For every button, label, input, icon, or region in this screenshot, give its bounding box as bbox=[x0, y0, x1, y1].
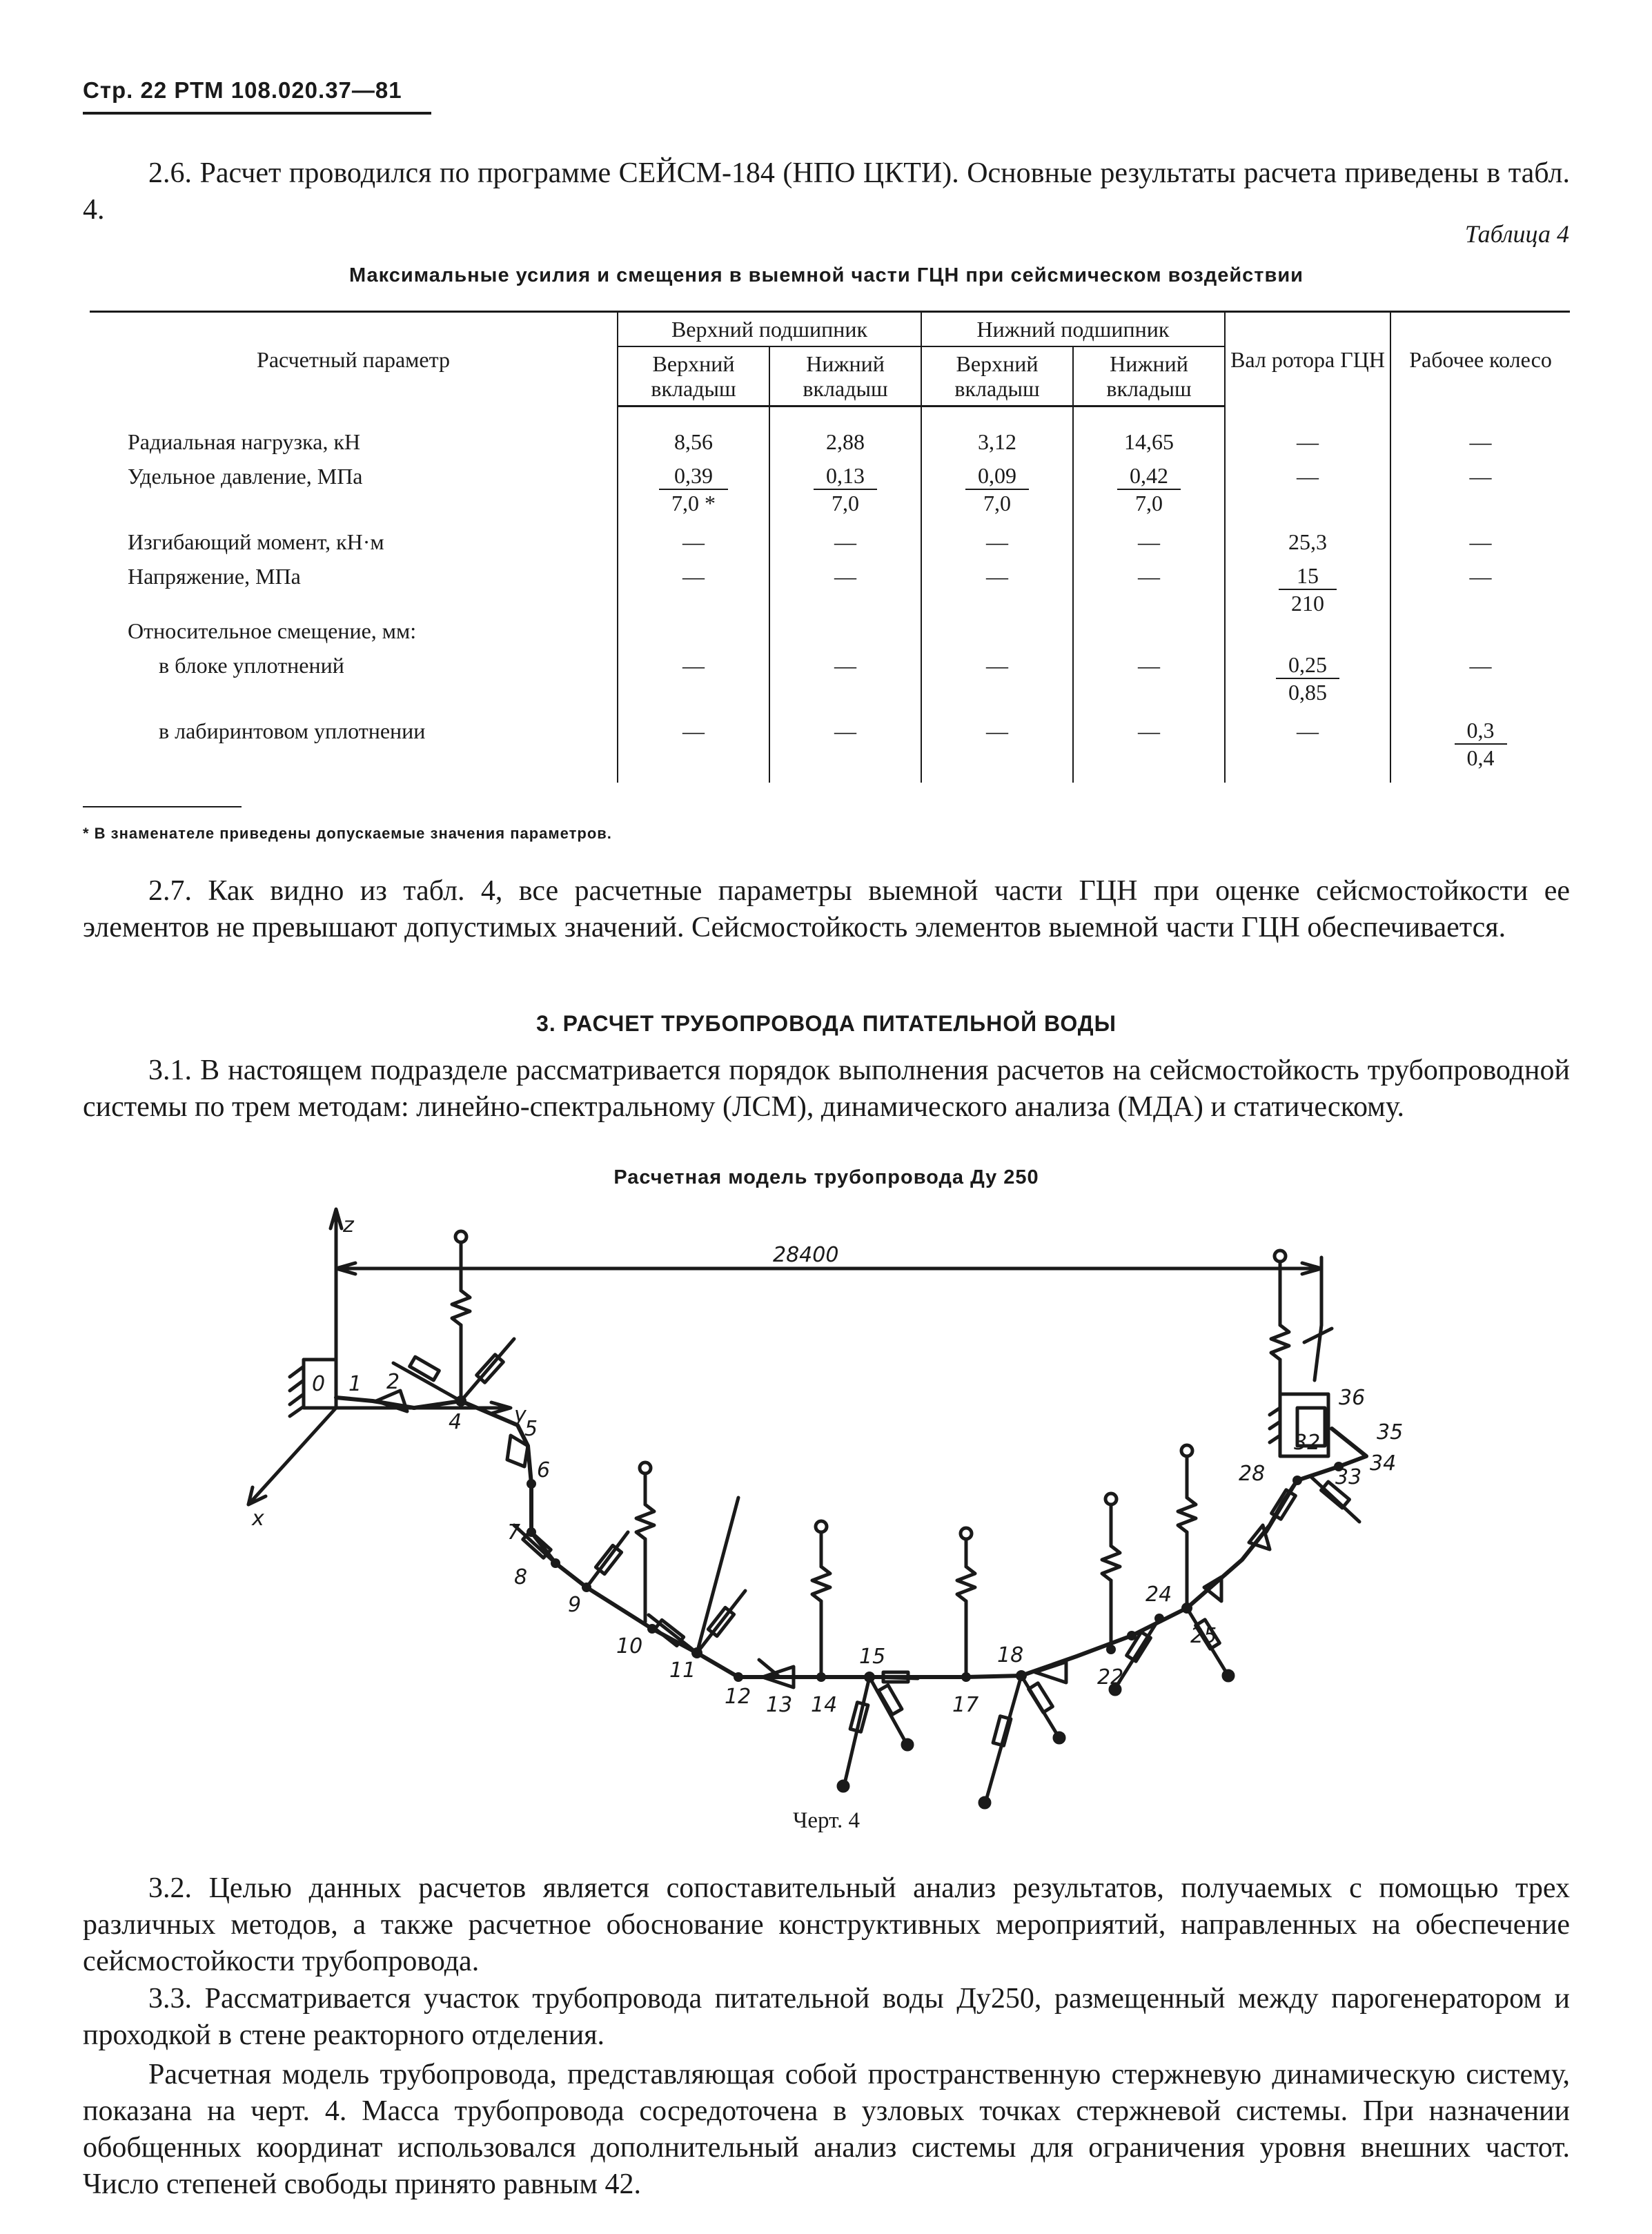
cell: — bbox=[1073, 717, 1225, 783]
svg-text:6: 6 bbox=[537, 1458, 551, 1482]
row-name: Относительное смещение, мм: bbox=[128, 618, 417, 643]
paragraph-3-2: 3.2. Целью данных расчетов является сопоставительный анализ результатов, получаемых с помощью трех различных методов, а также расчетное обоснование конструктивных мероприятий, направленных на обеспечение сейсмостойкости трубопровода. bbox=[83, 1872, 1570, 1977]
svg-text:35: 35 bbox=[1377, 1420, 1404, 1444]
results-table bbox=[90, 311, 1570, 783]
cell: 8,56 bbox=[618, 428, 769, 462]
cell: — bbox=[1073, 651, 1225, 717]
page-header: Стр. 22 РТМ 108.020.37—81 bbox=[83, 77, 402, 103]
paragraph-3-4: Расчетная модель трубопровода, представляющая собой пространственную стержневую динамическую систему, показана на черт. 4. Масса трубопровода сосредоточена в узловых точках стержневой системы. При назначении обобщенных координат использовался дополнительный анализ системы для ограничения уровня внешних частот. Число степеней свободы принято равным 42. bbox=[83, 2059, 1570, 2200]
paragraph-2-7: 2.7. Как видно из табл. 4, все расчетные параметры выемной части ГЦН при оценке сейсмостойкости ее элементов не превышают допустимых значений. Сейсмостойкость элементов выемной части ГЦН обеспечивается. bbox=[83, 875, 1570, 943]
cell: — bbox=[1390, 562, 1570, 617]
table-row bbox=[90, 528, 1570, 562]
header-upper-lower-liner: Нижний вкладыш bbox=[769, 346, 921, 406]
cell: — bbox=[769, 528, 921, 562]
svg-text:18: 18 bbox=[997, 1643, 1024, 1667]
table-row bbox=[90, 717, 1570, 783]
svg-text:15: 15 bbox=[859, 1645, 886, 1669]
row-name: Удельное давление, МПа bbox=[128, 464, 363, 489]
axis-x-label: x bbox=[252, 1507, 264, 1531]
svg-text:24: 24 bbox=[1145, 1583, 1172, 1607]
cell: 3,12 bbox=[921, 428, 1073, 462]
svg-text:17: 17 bbox=[952, 1693, 979, 1717]
cell: — bbox=[921, 562, 1073, 617]
header-upper-upper-liner: Верхний вкладыш bbox=[618, 346, 769, 406]
table-row bbox=[90, 462, 1570, 528]
cell: — bbox=[618, 528, 769, 562]
cell: — bbox=[1390, 528, 1570, 562]
footnote: * В знаменателе приведены допускаемые значения параметров. bbox=[83, 825, 612, 842]
svg-text:4: 4 bbox=[449, 1410, 462, 1434]
svg-text:2: 2 bbox=[386, 1370, 400, 1394]
section-title: 3. РАСЧЕТ ТРУБОПРОВОДА ПИТАТЕЛЬНОЙ ВОДЫ bbox=[536, 1011, 1117, 1036]
cell: — bbox=[1390, 428, 1570, 462]
table-row bbox=[90, 651, 1570, 717]
svg-text:34: 34 bbox=[1370, 1451, 1397, 1476]
axis-z-label: z bbox=[343, 1213, 354, 1237]
cell: 25,3 bbox=[1225, 528, 1390, 562]
header-rule bbox=[83, 112, 431, 115]
cell: — bbox=[1073, 562, 1225, 617]
cell: — bbox=[618, 717, 769, 783]
svg-text:10: 10 bbox=[616, 1634, 643, 1658]
svg-text:0: 0 bbox=[312, 1372, 326, 1396]
svg-text:11: 11 bbox=[669, 1658, 696, 1683]
svg-text:7: 7 bbox=[507, 1520, 521, 1545]
cell: — bbox=[769, 651, 921, 717]
svg-text:33: 33 bbox=[1335, 1465, 1362, 1489]
cell: — bbox=[1390, 462, 1570, 528]
pipeline-model-drawing bbox=[0, 1201, 1652, 1815]
table-row bbox=[90, 562, 1570, 617]
fraction: $\frac{0,25}{0,85}$ bbox=[1276, 651, 1339, 705]
cell: — bbox=[618, 651, 769, 717]
cell: — bbox=[921, 528, 1073, 562]
cell: — bbox=[1390, 651, 1570, 717]
fraction: $\frac{15}{210}$ bbox=[1279, 562, 1337, 616]
figure-label: Черт. 4 bbox=[792, 1808, 861, 1833]
cell: — bbox=[769, 562, 921, 617]
cell: — bbox=[1225, 717, 1390, 783]
svg-text:9: 9 bbox=[568, 1593, 582, 1617]
fraction: $\frac{0,13}{7,0}$ bbox=[814, 462, 877, 516]
paragraph-2-6: 2.6. Расчет проводился по программе СЕЙСМ-184 (НПО ЦКТИ). Основные результаты расчета приведены в табл. 4. bbox=[83, 157, 1570, 226]
cell: — bbox=[1225, 462, 1390, 528]
table-row bbox=[90, 428, 1570, 462]
cell: 14,65 bbox=[1073, 428, 1225, 462]
cell: — bbox=[921, 717, 1073, 783]
svg-text:13: 13 bbox=[766, 1693, 793, 1717]
row-name: в блоке уплотнений bbox=[159, 653, 344, 678]
axis-y-label: y bbox=[514, 1403, 527, 1427]
cell: — bbox=[1073, 528, 1225, 562]
cell: — bbox=[769, 717, 921, 783]
row-name: Радиальная нагрузка, кН bbox=[128, 429, 361, 454]
cell: — bbox=[1225, 428, 1390, 462]
cell: 2,88 bbox=[769, 428, 921, 462]
header-wheel: Рабочее колесо bbox=[1390, 312, 1570, 406]
dimension-label: 28400 bbox=[773, 1243, 839, 1267]
svg-text:22: 22 bbox=[1097, 1665, 1124, 1689]
fraction: $\frac{0,39}{7,0 *}$ bbox=[659, 462, 728, 516]
footnote-rule bbox=[83, 806, 242, 807]
svg-text:5: 5 bbox=[524, 1417, 538, 1441]
header-upper-bearing: Верхний подшипник bbox=[618, 312, 921, 347]
svg-text:32: 32 bbox=[1294, 1431, 1321, 1455]
fraction: $\frac{0,09}{7,0}$ bbox=[965, 462, 1029, 516]
row-name: Изгибающий момент, кН·м bbox=[128, 529, 384, 554]
header-lower-lower-liner: Нижний вкладыш bbox=[1073, 346, 1225, 406]
table-row bbox=[90, 617, 1570, 651]
cell: — bbox=[618, 562, 769, 617]
header-lower-bearing: Нижний подшипник bbox=[921, 312, 1225, 347]
svg-text:25: 25 bbox=[1190, 1624, 1217, 1648]
svg-text:1: 1 bbox=[348, 1372, 362, 1396]
fraction: $\frac{0,3}{0,4}$ bbox=[1455, 717, 1507, 771]
paragraph-3-1: 3.1. В настоящем подразделе рассматривается порядок выполнения расчетов на сейсмостойкость трубопроводной системы по трем методам: линейно-спектральному (ЛСМ), динамического анализа (МДА) и статическому. bbox=[83, 1055, 1570, 1123]
row-name: в лабиринтовом уплотнении bbox=[159, 718, 426, 743]
svg-text:14: 14 bbox=[811, 1693, 838, 1717]
svg-text:36: 36 bbox=[1339, 1386, 1366, 1410]
figure-caption: Расчетная модель трубопровода Ду 250 bbox=[613, 1166, 1039, 1188]
svg-text:8: 8 bbox=[514, 1565, 528, 1589]
row-name: Напряжение, МПа bbox=[128, 564, 301, 589]
fraction: $\frac{0,42}{7,0}$ bbox=[1117, 462, 1181, 516]
paragraph-3-3: 3.3. Рассматривается участок трубопровода питательной воды Ду250, размещенный между парогенератором и проходкой в стене реакторного отделения. bbox=[83, 1983, 1570, 2051]
header-lower-upper-liner: Верхний вкладыш bbox=[921, 346, 1073, 406]
cell: — bbox=[921, 651, 1073, 717]
header-shaft: Вал ротора ГЦН bbox=[1225, 312, 1390, 406]
svg-text:28: 28 bbox=[1239, 1462, 1266, 1486]
header-param: Расчетный параметр bbox=[90, 312, 618, 406]
table-caption: Максимальные усилия и смещения в выемной части ГЦН при сейсмическом воздействии bbox=[348, 264, 1304, 286]
table-label: Таблица 4 bbox=[1464, 220, 1569, 248]
svg-text:12: 12 bbox=[725, 1685, 751, 1709]
